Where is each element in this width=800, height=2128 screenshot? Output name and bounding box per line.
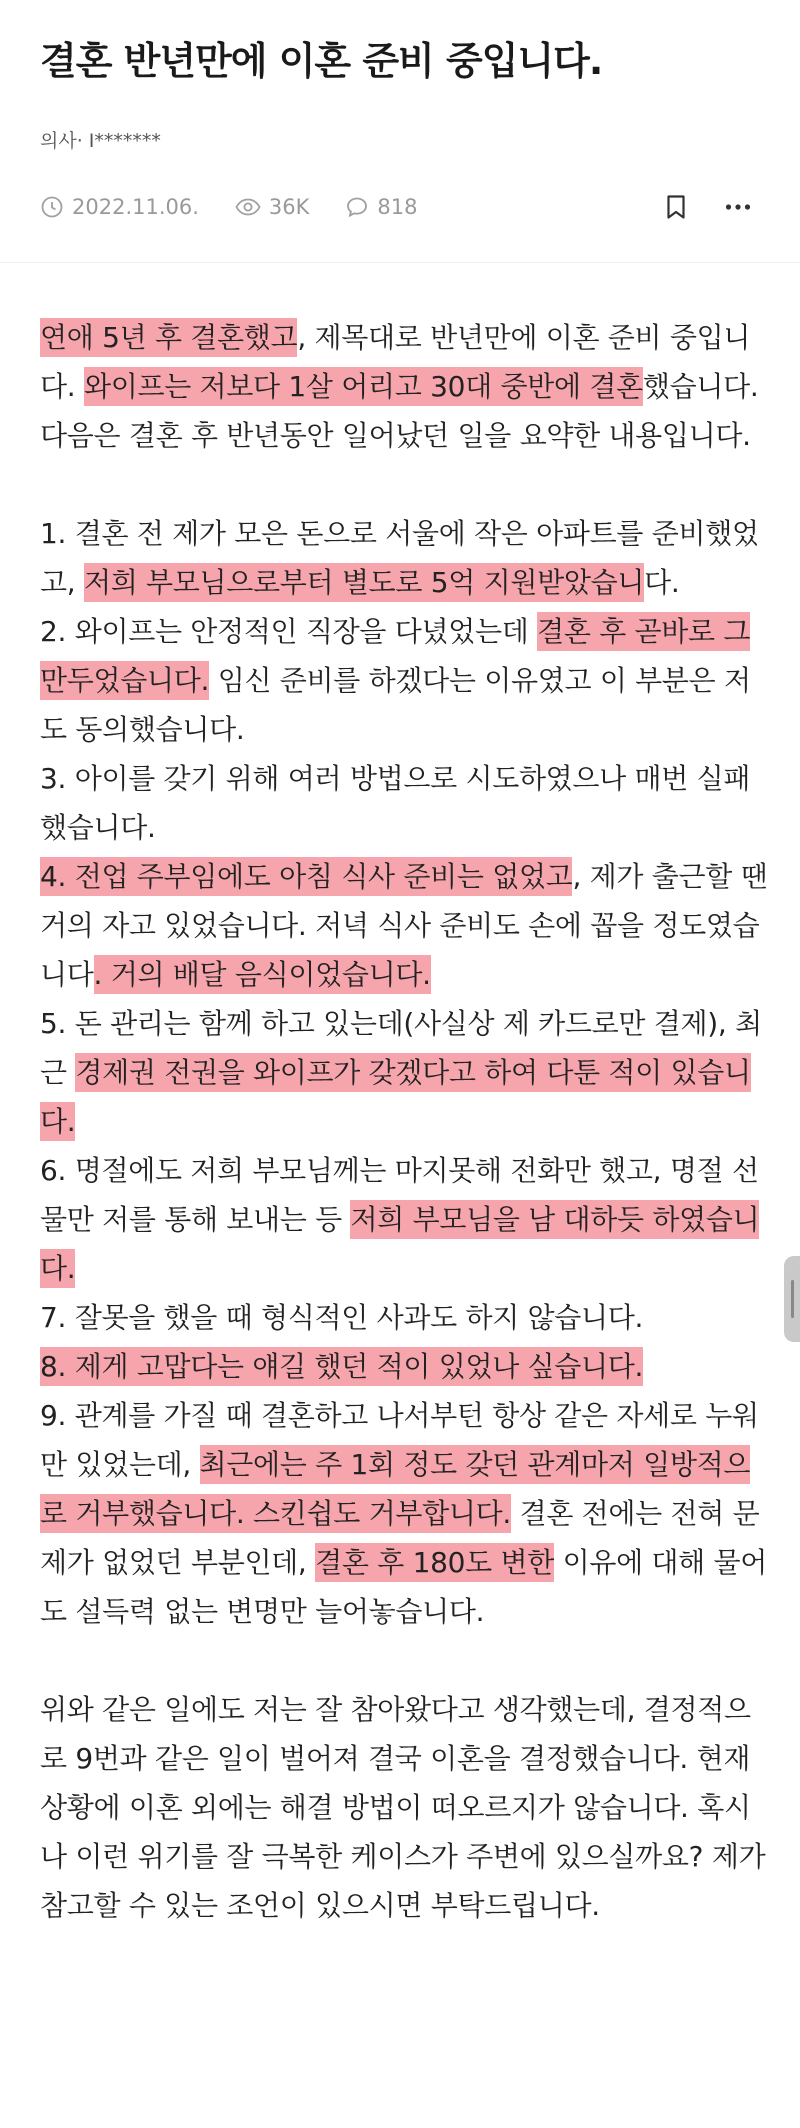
- body-text: 다.: [644, 566, 680, 599]
- intro-paragraph: [40, 313, 770, 460]
- post-views-count: 36K: [268, 195, 310, 219]
- more-icon: [725, 203, 751, 211]
- highlighted-text: 저희 부모님을 남 대하듯 하였습니다.: [40, 1200, 759, 1288]
- highlighted-text: 경제권 전권을 와이프가 갖겠다고 하여 다툰 적이 있습니다.: [40, 1053, 751, 1141]
- highlighted-text: 와이프는 저보다 1살 어리고 30대 중반에 결혼: [84, 367, 643, 406]
- list-item-7: [40, 1293, 770, 1342]
- bookmark-button[interactable]: [662, 189, 698, 225]
- handle-grip: [791, 1280, 794, 1318]
- highlighted-text: 결혼 후 180도 변한: [315, 1543, 554, 1582]
- comment-icon: [345, 195, 369, 219]
- body-text: , 제목대로 반년만에 이혼 준비 중입니다.: [40, 321, 751, 403]
- list-item-6: [40, 1146, 770, 1293]
- author-label[interactable]: 의사· I*******: [40, 130, 161, 152]
- body-text: 6. 명절에도 저희 부모님께는 마지못해 전화만 했고, 명절 선물만 저를 통해 보내는 등: [40, 1154, 759, 1236]
- header-divider: [0, 262, 800, 263]
- body-text: , 제가 출근할 땐 거의 자고 있었습니다. 저녁 식사 준비도 손에 꼽을 정도였습니다: [40, 860, 768, 991]
- body-text: 9. 관계를 가질 때 결혼하고 나서부턴 항상 같은 자세로 누워만 있었는데,: [40, 1399, 759, 1481]
- highlighted-text: 최근에는 주 1회 정도 갖던 관계마저 일방적으로 거부했습니다. 스킨쉽도 거부합니다.: [40, 1445, 750, 1533]
- list-item-4: [40, 852, 770, 999]
- post-views: [235, 195, 310, 219]
- post-comments[interactable]: [345, 195, 417, 219]
- list-item-5: [40, 999, 770, 1146]
- highlighted-text: 결혼 후 곧바로 그만두었습니다.: [40, 612, 750, 700]
- side-panel-handle[interactable]: [784, 1256, 800, 1342]
- body-text: 1. 결혼 전 제가 모은 돈으로 서울에 작은 아파트를 준비했었고,: [40, 517, 759, 599]
- body-text: 2. 와이프는 안정적인 직장을 다녔었는데: [40, 615, 538, 648]
- paragraph-spacer: [40, 1636, 770, 1685]
- closing-paragraph: [40, 1685, 770, 1930]
- body-text: 했습니다. 다음은 결혼 후 반년동안 일어났던 일을 요약한 내용입니다.: [40, 370, 759, 452]
- list-item-2: [40, 607, 770, 754]
- clock-icon: [40, 195, 64, 219]
- post-meta-bar: [40, 190, 760, 224]
- list-item-3: [40, 754, 770, 852]
- highlighted-text: 8. 제게 고맙다는 얘길 했던 적이 있었나 싶습니다.: [40, 1347, 643, 1386]
- body-text: 7. 잘못을 했을 때 형식적인 사과도 하지 않습니다.: [40, 1301, 644, 1334]
- bookmark-icon: [665, 194, 687, 220]
- post-title: 결혼 반년만에 이혼 준비 중입니다.: [40, 39, 603, 83]
- highlighted-text: 4. 전업 주부임에도 아침 식사 준비는 없었고: [40, 857, 572, 896]
- body-text: 5. 돈 관리는 함께 하고 있는데(사실상 제 카드로만 결제), 최근: [40, 1007, 762, 1089]
- body-text: 위와 같은 일에도 저는 잘 참아왔다고 생각했는데, 결정적으로 9번과 같은 일이 벌어져 결국 이혼을 결정했습니다. 현재 상황에 이혼 외에는 해결 방법이 떠오르지가 않습니다. 혹시나 이런 위기를 잘 극복한 케이스가 주변에 있으실까요? 제가 참고할 수 있는 조언이 있으시면 부탁드립니다.: [40, 1693, 766, 1922]
- body-text: 3. 아이를 갖기 위해 여러 방법으로 시도하였으나 매번 실패했습니다.: [40, 762, 751, 844]
- list-item-1: [40, 509, 770, 607]
- highlighted-text: 저희 부모님으로부터 별도로 5억 지원받았습니: [84, 563, 644, 602]
- list-item-8: [40, 1342, 770, 1391]
- post-comments-count: 818: [377, 195, 418, 219]
- more-options-button[interactable]: [724, 189, 760, 225]
- eye-icon: [235, 195, 261, 219]
- list-item-9: [40, 1391, 770, 1636]
- post-date-text: 2022.11.06.: [72, 195, 199, 219]
- highlighted-text: 연애 5년 후 결혼했고: [40, 318, 297, 357]
- body-text: 임신 준비를 하겠다는 이유였고 이 부분은 저도 동의했습니다.: [40, 664, 751, 746]
- paragraph-spacer: [40, 460, 770, 509]
- post-date: [40, 195, 199, 219]
- body-text: 결혼 전에는 전혀 문제가 없었던 부분인데,: [40, 1497, 760, 1579]
- post-body: [40, 313, 770, 1930]
- body-text: 이유에 대해 물어도 설득력 없는 변명만 늘어놓습니다.: [40, 1546, 768, 1628]
- highlighted-text: . 거의 배달 음식이었습니다.: [94, 955, 431, 994]
